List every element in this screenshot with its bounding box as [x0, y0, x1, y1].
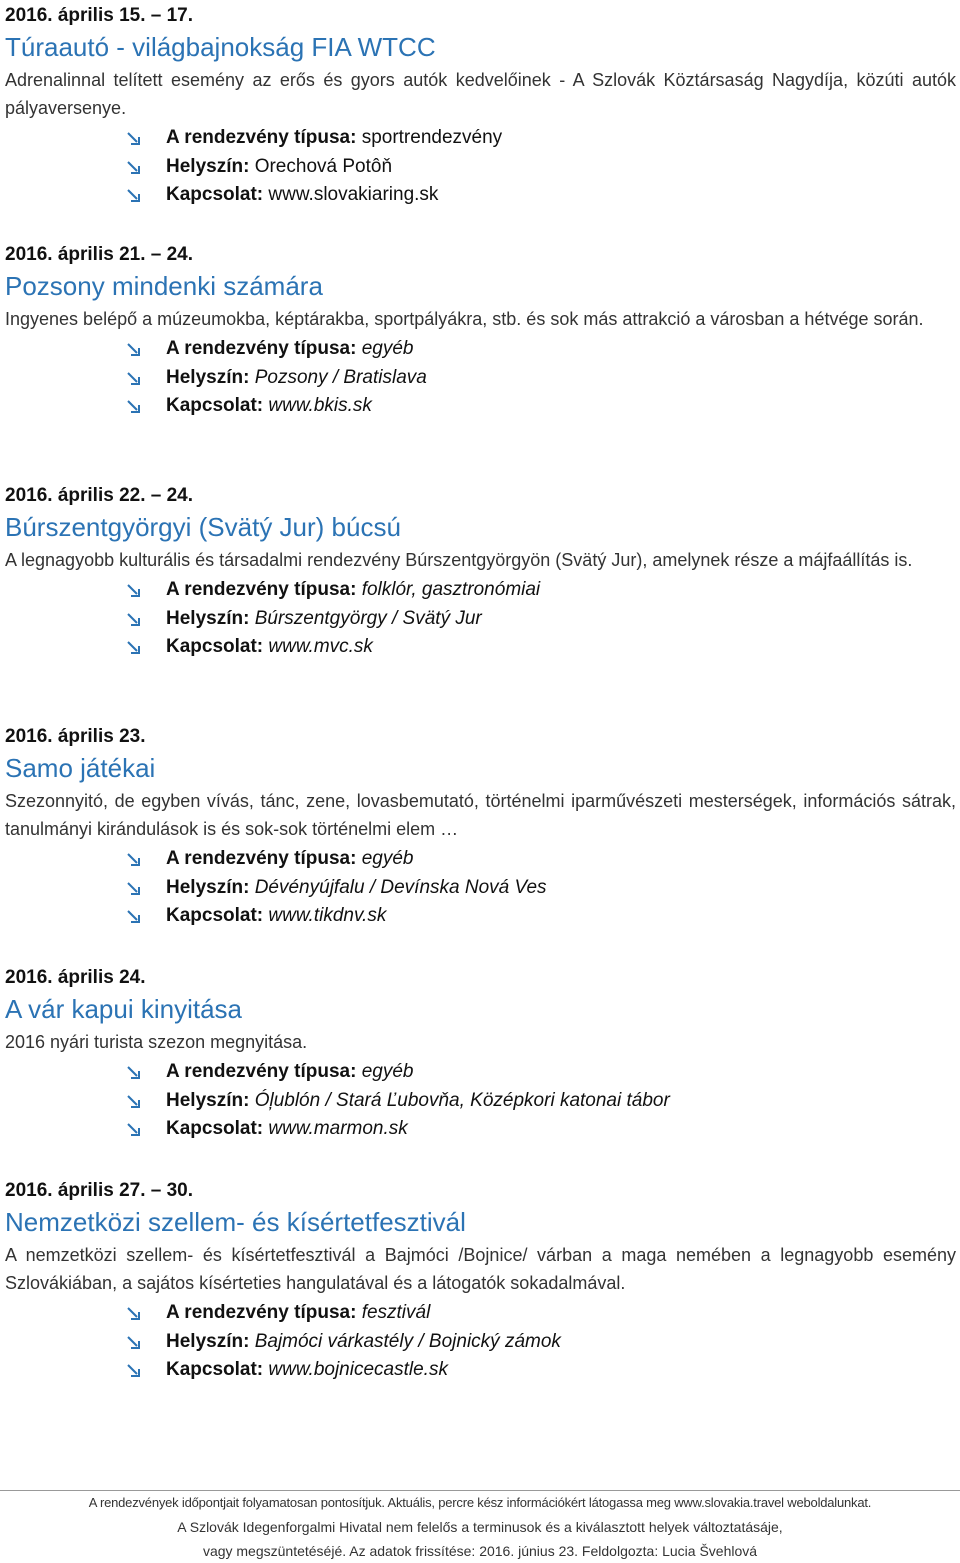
event-description: 2016 nyári turista szezon megnyitása. — [5, 1032, 308, 1052]
event-contact-label: Kapcsolat: — [166, 1118, 264, 1139]
event-contact-row — [166, 902, 956, 931]
event-description: Adrenalinnal telített esemény az erős és gyors autók kedvelőinek - A Szlovák Köztársaság Nagydíja, közúti autók pályaversenye. — [5, 70, 956, 118]
arrow-down-right-icon — [126, 853, 142, 867]
event-details — [5, 1058, 956, 1144]
arrow-down-right-icon — [126, 161, 142, 175]
event-type-row — [166, 1299, 956, 1328]
event-2 — [5, 241, 956, 421]
event-5 — [5, 964, 956, 1144]
event-place-row — [166, 1328, 956, 1357]
page-footer — [0, 1490, 960, 1563]
event-description: A nemzetközi szellem- és kísértetfesztivál a Bajmóci /Bojnice/ várban a maga nemében a legnagyobb esemény Szlovákiában, a sajátos kísérteties hangulatával és a látogatók sokadalmával. — [5, 1245, 956, 1293]
event-place-value: Pozsony / Bratislava — [254, 366, 427, 388]
event-type-row — [166, 576, 956, 605]
event-place-label: Helyszín: — [166, 155, 250, 177]
arrow-down-right-icon — [126, 1095, 142, 1109]
arrow-down-right-icon — [126, 910, 142, 924]
arrow-down-right-icon — [126, 882, 142, 896]
event-contact-row — [166, 1115, 956, 1144]
arrow-down-right-icon — [126, 1066, 142, 1080]
event-details — [5, 335, 956, 421]
event-place-value: Búrszentgyörgy / Svätý Jur — [254, 607, 482, 629]
event-title: Samo játékai — [5, 753, 156, 783]
event-type-value: egyéb — [361, 1061, 414, 1082]
event-4 — [5, 723, 956, 931]
event-contact-link[interactable]: www.tikdnv.sk — [268, 905, 387, 926]
event-place-value: Dévényújfalu / Devínska Nová Ves — [254, 876, 547, 898]
event-place-row — [166, 874, 956, 903]
footer-line-1: A rendezvények időpontjait folyamatosan pontosítjuk. Aktuális, percre kész információkért látogassa meg www.slovakia.travel weboldalunkat. — [88, 1495, 872, 1510]
event-contact-label: Kapcsolat: — [166, 636, 264, 657]
event-type-row — [166, 335, 956, 364]
event-title: Túraautó - világbajnokság FIA WTCC — [5, 32, 436, 62]
event-contact-row — [166, 633, 956, 662]
event-place-label: Helyszín: — [166, 607, 250, 629]
event-contact-link[interactable]: www.bkis.sk — [268, 395, 372, 416]
arrow-down-right-icon — [126, 1123, 142, 1137]
event-description: Szezonnyitó, de egyben vívás, tánc, zene, lovasbemutató, történelmi iparművészeti mesterségek, információs sátrak, tanulmányi kirándulások is és sok-sok történelmi elem … — [5, 791, 956, 839]
event-type-label: A rendezvény típusa: — [166, 338, 357, 359]
event-type-label: A rendezvény típusa: — [166, 127, 357, 148]
arrow-down-right-icon — [126, 189, 142, 203]
event-contact-link[interactable]: www.marmon.sk — [268, 1118, 408, 1139]
event-type-row — [166, 124, 956, 153]
event-place-row — [166, 364, 956, 393]
event-contact-row — [166, 392, 956, 421]
event-description: Ingyenes belépő a múzeumokba, képtárakba, sportpályákra, stb. és sok más attrakció a városban a hétvége során. — [5, 309, 924, 329]
event-contact-label: Kapcsolat: — [166, 905, 264, 926]
event-type-row — [166, 1058, 956, 1087]
event-details — [5, 576, 956, 662]
event-date: 2016. április 15. – 17. — [5, 5, 194, 26]
event-type-label: A rendezvény típusa: — [166, 848, 357, 869]
event-1 — [5, 2, 956, 210]
event-type-value: fesztivál — [361, 1302, 431, 1323]
footer-line-3: vagy megszüntetéséjé. Az adatok frissítése: 2016. június 23. Feldolgozta: Lucia Švehlová — [202, 1543, 758, 1559]
event-place-label: Helyszín: — [166, 366, 250, 388]
event-details — [5, 845, 956, 931]
event-date: 2016. április 21. – 24. — [5, 244, 194, 265]
event-details — [5, 124, 956, 210]
event-contact-row — [166, 1356, 956, 1385]
event-type-label: A rendezvény típusa: — [166, 579, 357, 600]
event-contact-link[interactable]: www.mvc.sk — [268, 636, 373, 657]
event-contact-link[interactable]: www.slovakiaring.sk — [268, 184, 439, 205]
event-date: 2016. április 27. – 30. — [5, 1180, 194, 1201]
event-type-row — [166, 845, 956, 874]
event-contact-label: Kapcsolat: — [166, 1359, 264, 1380]
arrow-down-right-icon — [126, 641, 142, 655]
event-6 — [5, 1177, 956, 1385]
event-contact-link[interactable]: www.bojnicecastle.sk — [268, 1359, 448, 1380]
arrow-down-right-icon — [126, 1307, 142, 1321]
event-date: 2016. április 24. — [5, 967, 146, 988]
event-type-value: sportrendezvény — [361, 127, 503, 148]
arrow-down-right-icon — [126, 584, 142, 598]
event-date: 2016. április 23. — [5, 726, 146, 747]
event-place-row — [166, 1087, 956, 1116]
event-place-value: Óļublón / Stará Ľubovňa, Középkori katonai tábor — [254, 1089, 670, 1111]
arrow-down-right-icon — [126, 400, 142, 414]
event-date: 2016. április 22. – 24. — [5, 485, 194, 506]
event-place-value: Bajmóci várkastély / Bojnický zámok — [254, 1330, 561, 1352]
arrow-down-right-icon — [126, 613, 142, 627]
event-place-value: Orechová Potôň — [254, 155, 393, 177]
event-place-label: Helyszín: — [166, 1089, 250, 1111]
arrow-down-right-icon — [126, 1336, 142, 1350]
event-title: A vár kapui kinyitása — [5, 994, 243, 1024]
arrow-down-right-icon — [126, 372, 142, 386]
event-type-label: A rendezvény típusa: — [166, 1302, 357, 1323]
event-title: Pozsony mindenki számára — [5, 271, 323, 301]
event-type-value: egyéb — [361, 848, 414, 869]
arrow-down-right-icon — [126, 132, 142, 146]
event-3 — [5, 482, 956, 662]
event-title: Nemzetközi szellem- és kísértetfesztivál — [5, 1207, 466, 1237]
event-type-value: egyéb — [361, 338, 414, 359]
event-place-label: Helyszín: — [166, 1330, 250, 1352]
footer-line-2: A Szlovák Idegenforgalmi Hivatal nem felelős a terminusok és a kiválasztott helyek változtatásáje, — [177, 1519, 783, 1535]
event-contact-label: Kapcsolat: — [166, 395, 264, 416]
arrow-down-right-icon — [126, 343, 142, 357]
event-description: A legnagyobb kulturális és társadalmi rendezvény Búrszentgyörgyön (Svätý Jur), amelynek része a májfaállítás is. — [5, 550, 913, 570]
event-place-row — [166, 153, 956, 182]
event-title: Búrszentgyörgyi (Svätý Jur) búcsú — [5, 512, 401, 542]
event-place-label: Helyszín: — [166, 876, 250, 898]
arrow-down-right-icon — [126, 1364, 142, 1378]
event-contact-label: Kapcsolat: — [166, 184, 264, 205]
event-type-value: folklór, gasztronómiai — [361, 579, 541, 600]
event-contact-row — [166, 181, 956, 210]
event-type-label: A rendezvény típusa: — [166, 1061, 357, 1082]
event-place-row — [166, 605, 956, 634]
event-details — [5, 1299, 956, 1385]
